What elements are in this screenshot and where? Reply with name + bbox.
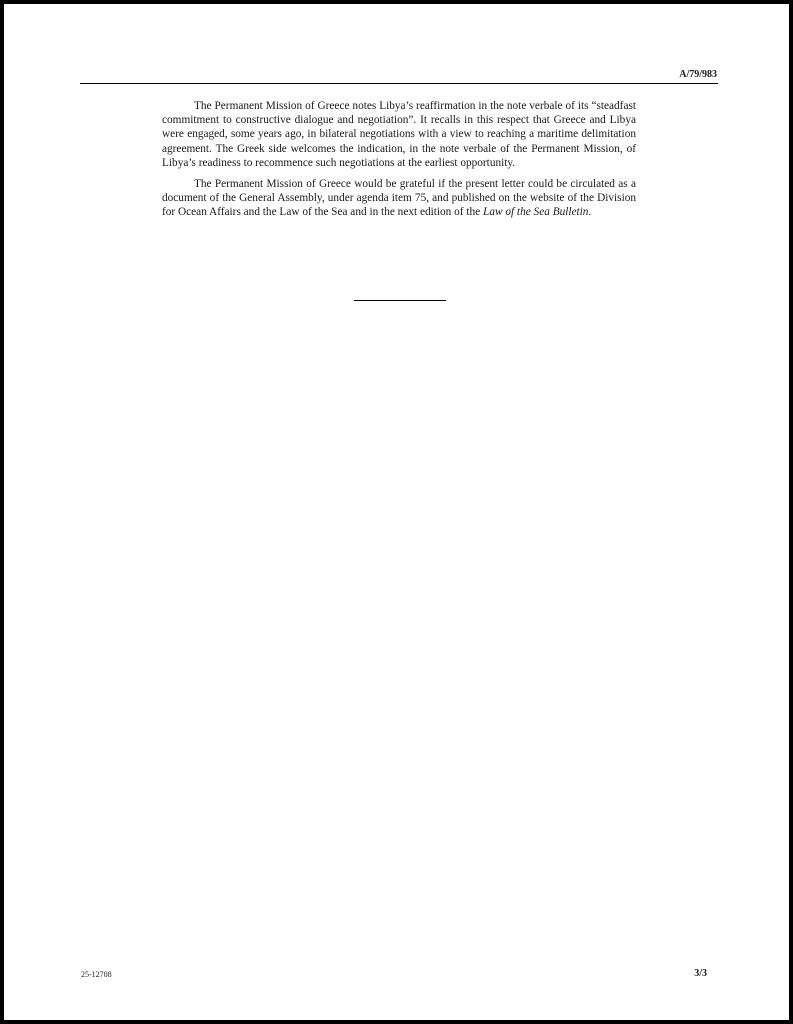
header-rule: [80, 83, 718, 84]
closing-rule: [354, 300, 446, 301]
page-number: 3/3: [694, 968, 707, 979]
bulletin-title: Law of the Sea Bulletin: [483, 206, 589, 219]
paragraph-2-text: The Permanent Mission of Greece would be grateful if the present letter could be circulated as a document of the General Assembly, under agenda item 75, and published on the website of the Division for Ocean Affairs and the Law of the Sea and in the next edition of the: [162, 178, 636, 219]
job-number: 25-12708: [81, 970, 112, 979]
document-body: [162, 99, 636, 227]
paragraph-2: [162, 177, 636, 220]
paragraph-1: The Permanent Mission of Greece notes Libya’s reaffirmation in the note verbale of its “steadfast commitment to constructive dialogue and negotiation”. It recalls in this respect that Greece and Libya were engaged, some years ago, in bilateral negotiations with a view to reaching a maritime delimitation agreement. The Greek side welcomes the indication, in the note verbale of the Permanent Mission, of Libya’s readiness to recommence such negotiations at the earliest opportunity.: [162, 100, 636, 169]
paragraph-2-end: .: [588, 206, 592, 219]
document-symbol: A/79/983: [679, 69, 717, 80]
